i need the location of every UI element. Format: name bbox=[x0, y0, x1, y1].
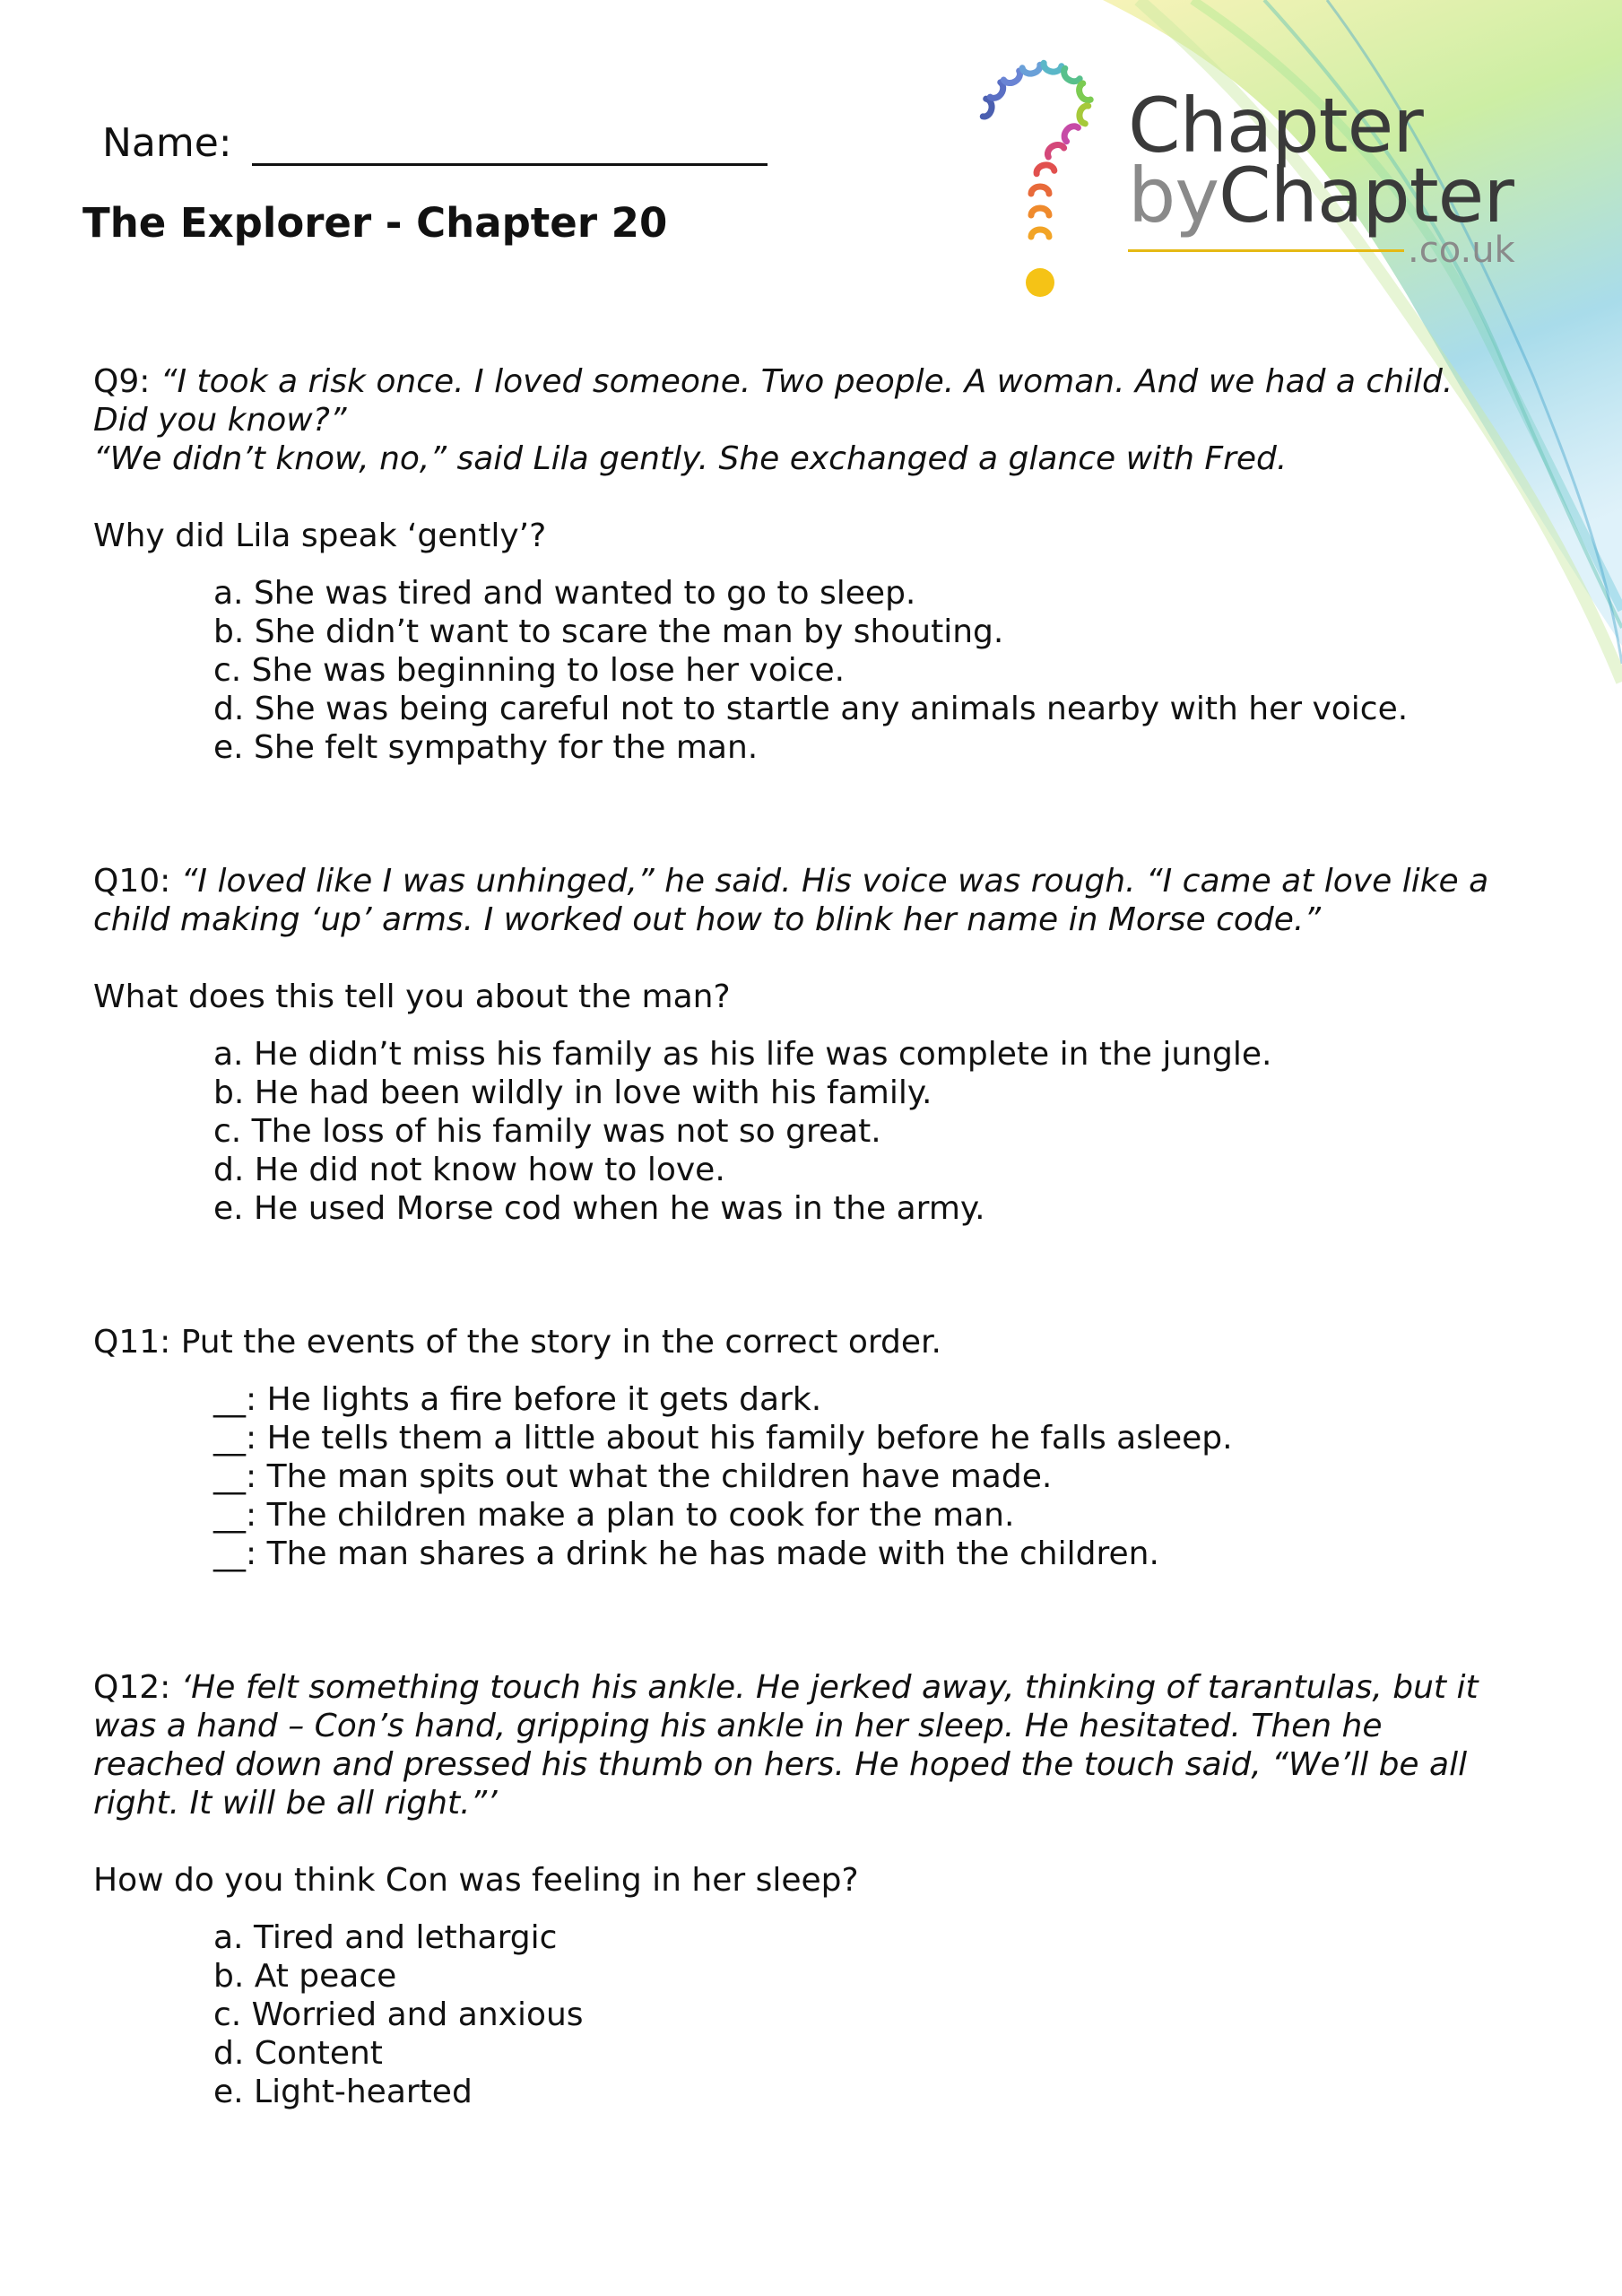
passage-line: child making ‘up’ arms. I worked out how to blink her name in Morse code.” bbox=[93, 901, 1322, 938]
logo-line-2: byChapter bbox=[1128, 152, 1514, 239]
answer-options bbox=[213, 574, 1528, 767]
passage-line: was a hand – Con’s hand, gripping his ankle in her sleep. He hesitated. Then he bbox=[93, 1708, 1383, 1744]
question-prompt: What does this tell you about the man? bbox=[93, 978, 731, 1015]
logo-underline bbox=[1128, 249, 1404, 252]
question-passage: Q12: ‘He felt something touch his ankle. He jerked away, thinking of tarantulas, but it bbox=[93, 1669, 1479, 1706]
passage-line: “We didn’t know, no,” said Lila gently. She exchanged a glance with Fred. bbox=[93, 440, 1288, 477]
ordering-item[interactable]: __: The man spits out what the children have made. bbox=[213, 1458, 1053, 1495]
answer-options bbox=[213, 1918, 1528, 2111]
answer-option[interactable]: b. At peace bbox=[213, 1958, 397, 1995]
logo-domain: .co.uk bbox=[1408, 230, 1515, 271]
passage-line: right. It will be all right.”’ bbox=[93, 1785, 498, 1822]
chapter-by-chapter-logo bbox=[959, 54, 1551, 314]
question-passage: Q10: “I loved like I was unhinged,” he said. His voice was rough. “I came at love like a bbox=[93, 863, 1489, 900]
answer-option[interactable]: c. Worried and anxious bbox=[213, 1996, 584, 2033]
passage-line: reached down and pressed his thumb on hers. He hoped the touch said, “We’ll be all bbox=[93, 1746, 1468, 1783]
name-label: Name: bbox=[102, 120, 232, 166]
answer-option[interactable]: c. She was beginning to lose her voice. bbox=[213, 652, 846, 689]
question-label: Q9: bbox=[93, 363, 151, 400]
worksheet-content bbox=[93, 362, 1528, 2111]
answer-option[interactable]: a. He didn’t miss his family as his life was complete in the jungle. bbox=[213, 1036, 1272, 1073]
logo-line-1: Chapter bbox=[1128, 82, 1423, 170]
question-q12 bbox=[93, 1668, 1528, 2111]
answer-option[interactable]: e. He used Morse cod when he was in the army. bbox=[213, 1190, 985, 1227]
answer-option[interactable]: c. The loss of his family was not so great. bbox=[213, 1113, 881, 1150]
answer-option[interactable]: d. He did not know how to love. bbox=[213, 1152, 725, 1188]
question-q9 bbox=[93, 362, 1528, 767]
question-prompt: How do you think Con was feeling in her sleep? bbox=[93, 1862, 859, 1899]
ordering-options bbox=[213, 1380, 1528, 1573]
question-prompt: Why did Lila speak ‘gently’? bbox=[93, 517, 547, 554]
answer-option[interactable]: d. She was being careful not to startle any animals nearby with her voice. bbox=[213, 691, 1409, 727]
answer-option[interactable]: a. Tired and lethargic bbox=[213, 1919, 558, 1956]
worksheet-title: The Explorer - Chapter 20 bbox=[82, 199, 668, 247]
question-q10 bbox=[93, 862, 1528, 1228]
answer-option[interactable]: e. She felt sympathy for the man. bbox=[213, 729, 759, 766]
question-q11 bbox=[93, 1323, 1528, 1573]
ordering-item[interactable]: __: He tells them a little about his family before he falls asleep. bbox=[213, 1420, 1233, 1457]
name-field bbox=[102, 118, 768, 166]
answer-options bbox=[213, 1035, 1528, 1228]
ordering-item[interactable]: __: He lights a fire before it gets dark. bbox=[213, 1381, 822, 1418]
answer-option[interactable]: a. She was tired and wanted to go to sleep. bbox=[213, 575, 916, 612]
answer-option[interactable]: b. She didn’t want to scare the man by shouting. bbox=[213, 613, 1004, 650]
answer-option[interactable]: d. Content bbox=[213, 2035, 383, 2072]
question-label: Q12: bbox=[93, 1669, 171, 1706]
answer-option[interactable]: b. He had been wildly in love with his family. bbox=[213, 1074, 932, 1111]
question-mark-books-icon bbox=[959, 54, 1121, 314]
name-blank-line[interactable] bbox=[252, 118, 768, 166]
question-prompt: Q11: Put the events of the story in the correct order. bbox=[93, 1324, 941, 1361]
ordering-item[interactable]: __: The man shares a drink he has made with the children. bbox=[213, 1535, 1159, 1572]
answer-option[interactable]: e. Light-hearted bbox=[213, 2074, 473, 2110]
question-label: Q10: bbox=[93, 863, 171, 900]
passage-line: Did you know?” bbox=[93, 402, 347, 439]
question-label: Q11: bbox=[93, 1324, 171, 1361]
question-passage: Q9: “I took a risk once. I loved someone. Two people. A woman. And we had a child. bbox=[93, 363, 1453, 400]
ordering-item[interactable]: __: The children make a plan to cook for the man. bbox=[213, 1497, 1015, 1534]
logo-wordmark bbox=[1128, 82, 1514, 239]
